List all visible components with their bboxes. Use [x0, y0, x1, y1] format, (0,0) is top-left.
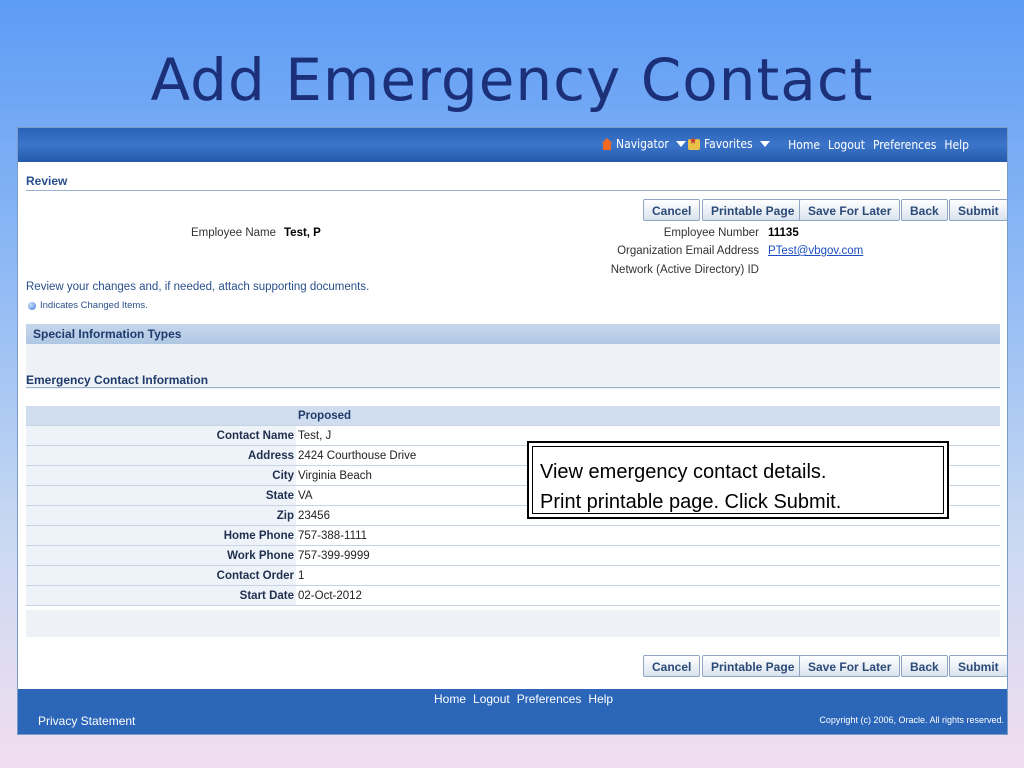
save-for-later-button-bottom[interactable]: Save For Later	[799, 655, 900, 677]
dropdown-arrow-icon	[676, 141, 686, 147]
favorites-menu[interactable]	[688, 137, 770, 151]
row-label: Zip	[26, 506, 296, 526]
table-row	[26, 546, 1000, 566]
changed-item-icon	[28, 302, 36, 310]
divider	[26, 190, 1000, 191]
footer	[18, 689, 1007, 734]
legend-label: Indicates Changed Items.	[40, 300, 148, 311]
network-id-label: Network (Active Directory) ID	[610, 264, 759, 276]
employee-number-value: 11135	[768, 227, 799, 239]
table-row	[26, 586, 1000, 606]
callout-line-2: Print printable page. Click Submit.	[540, 491, 842, 513]
help-link[interactable]: Help	[944, 138, 969, 152]
footer-logout-link[interactable]: Logout	[473, 692, 510, 706]
employee-name-value: Test, P	[284, 227, 321, 239]
footer-home-link[interactable]: Home	[434, 692, 467, 706]
table-row	[26, 566, 1000, 586]
preferences-link[interactable]: Preferences	[872, 138, 937, 152]
table-header-proposed: Proposed	[296, 406, 1000, 426]
cancel-button-bottom[interactable]: Cancel	[643, 655, 700, 677]
submit-button[interactable]: Submit	[949, 199, 1008, 221]
subsection-title: Emergency Contact Information	[26, 373, 209, 387]
navigator-label: Navigator	[616, 137, 669, 151]
global-header	[18, 128, 1007, 162]
printable-page-button-bottom[interactable]: Printable Page	[702, 655, 803, 677]
instruction-callout	[527, 441, 949, 519]
footer-preferences-link[interactable]: Preferences	[516, 692, 582, 706]
row-value: VA	[296, 486, 1000, 506]
table-footer-band	[26, 610, 1000, 637]
row-value: Test, J	[296, 426, 1000, 446]
favorites-icon	[688, 139, 700, 150]
employee-name-label: Employee Name	[190, 227, 276, 239]
section-header-special-information: Special Information Types	[26, 324, 1000, 344]
row-label: Home Phone	[26, 526, 296, 546]
footer-help-link[interactable]: Help	[588, 692, 614, 706]
home-link[interactable]: Home	[788, 138, 821, 152]
email-link[interactable]: PTest@vbgov.com	[768, 245, 864, 257]
row-label: City	[26, 466, 296, 486]
row-label: State	[26, 486, 296, 506]
navigator-menu[interactable]	[602, 137, 686, 151]
instructions-text: Review your changes and, if needed, attach supporting documents.	[26, 281, 370, 293]
back-button-bottom[interactable]: Back	[901, 655, 948, 677]
back-button[interactable]: Back	[901, 199, 948, 221]
row-label: Contact Order	[26, 566, 296, 586]
changed-items-legend	[28, 300, 148, 311]
submit-button-bottom[interactable]: Submit	[949, 655, 1008, 677]
table-header-spacer	[26, 406, 296, 426]
table-row	[26, 526, 1000, 546]
divider	[26, 387, 1000, 388]
page-subtitle: Review	[26, 174, 68, 188]
slide-title: Add Emergency Contact	[150, 46, 874, 114]
email-label: Organization Email Address	[617, 245, 759, 257]
copyright-text: Copyright (c) 2006, Oracle. All rights reserved.	[819, 715, 1004, 725]
row-label: Address	[26, 446, 296, 466]
row-label: Start Date	[26, 586, 296, 606]
callout-line-1: View emergency contact details.	[540, 461, 827, 483]
global-links	[788, 138, 969, 152]
row-value: 1	[296, 566, 1000, 586]
row-value: 757-399-9999	[296, 546, 1000, 566]
row-value: 2424 Courthouse Drive	[296, 446, 1000, 466]
dropdown-arrow-icon	[760, 141, 770, 147]
cancel-button[interactable]: Cancel	[643, 199, 700, 221]
favorites-label: Favorites	[704, 137, 753, 151]
home-icon	[602, 138, 612, 150]
logout-link[interactable]: Logout	[828, 138, 865, 152]
employee-number-label: Employee Number	[663, 227, 759, 239]
row-value: 02-Oct-2012	[296, 586, 1000, 606]
footer-links	[434, 692, 613, 706]
row-label: Contact Name	[26, 426, 296, 446]
row-value: 23456	[296, 506, 1000, 526]
row-value: 757-388-1111	[296, 526, 1000, 546]
row-label: Work Phone	[26, 546, 296, 566]
row-value: Virginia Beach	[296, 466, 1000, 486]
callout-text-box	[532, 446, 944, 514]
table-header-row	[26, 406, 1000, 426]
printable-page-button[interactable]: Printable Page	[702, 199, 803, 221]
save-for-later-button[interactable]: Save For Later	[799, 199, 900, 221]
app-window	[17, 127, 1008, 735]
privacy-statement-link[interactable]: Privacy Statement	[38, 714, 136, 728]
